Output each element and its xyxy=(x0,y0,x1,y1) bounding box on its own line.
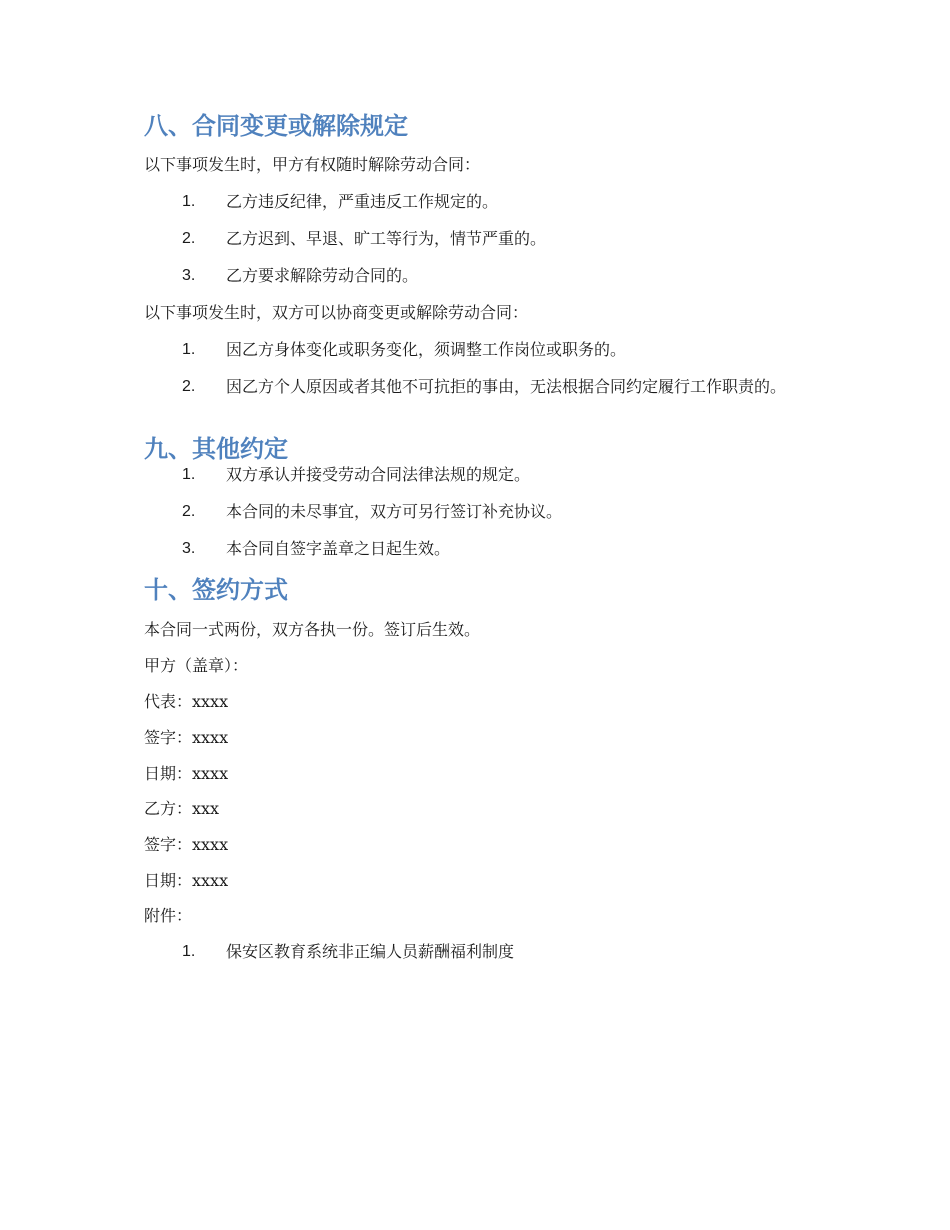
section-heading-9: 九、其他约定 xyxy=(144,435,288,463)
list-item xyxy=(144,265,844,287)
signature-line: 签字：xxxx xyxy=(144,728,229,747)
list-text: 乙方违反纪律，严重违反工作规定的。 xyxy=(226,192,499,211)
representative-line: 代表：xxxx xyxy=(144,692,229,711)
list-item xyxy=(144,538,844,560)
party-a-label: 甲方（盖章）： xyxy=(144,656,249,675)
list-text: 本合同的未尽事宜，双方可另行签订补充协议。 xyxy=(226,502,563,521)
section-heading-10: 十、签约方式 xyxy=(144,576,288,604)
list-item xyxy=(144,376,844,398)
list-item xyxy=(144,339,844,361)
attachment-label: 附件： xyxy=(144,906,193,925)
paragraph: 本合同一式两份，双方各执一份。签订后生效。 xyxy=(144,620,481,639)
list-number: 3. xyxy=(182,267,196,284)
paragraph: 以下事项发生时，甲方有权随时解除劳动合同： xyxy=(144,155,481,174)
list-text: 因乙方身体变化或职务变化，须调整工作岗位或职务的。 xyxy=(226,340,627,359)
list-item xyxy=(144,228,844,250)
list-text: 乙方迟到、早退、旷工等行为，情节严重的。 xyxy=(226,229,547,248)
date-line: 日期：xxxx xyxy=(144,871,229,890)
list-number: 2. xyxy=(182,503,196,520)
party-b-label: 乙方：xxx xyxy=(144,799,220,818)
date-line: 日期：xxxx xyxy=(144,764,229,783)
list-number: 1. xyxy=(182,943,196,960)
list-item xyxy=(144,464,844,486)
list-item xyxy=(144,501,844,523)
list-number: 3. xyxy=(182,540,196,557)
list-text: 双方承认并接受劳动合同法律法规的规定。 xyxy=(226,465,531,484)
list-text: 因乙方个人原因或者其他不可抗拒的事由，无法根据合同约定履行工作职责的。 xyxy=(226,377,787,396)
list-number: 1. xyxy=(182,193,196,210)
paragraph: 以下事项发生时，双方可以协商变更或解除劳动合同： xyxy=(144,303,529,322)
section-heading-8: 八、合同变更或解除规定 xyxy=(144,112,408,140)
list-text: 保安区教育系统非正编人员薪酬福利制度 xyxy=(226,942,515,961)
signature-line: 签字：xxxx xyxy=(144,835,229,854)
list-number: 1. xyxy=(182,466,196,483)
list-item xyxy=(144,191,844,213)
list-text: 乙方要求解除劳动合同的。 xyxy=(226,266,419,285)
list-text: 本合同自签字盖章之日起生效。 xyxy=(226,539,451,558)
list-number: 2. xyxy=(182,378,196,395)
list-number: 1. xyxy=(182,341,196,358)
attachment-item xyxy=(144,941,844,963)
list-number: 2. xyxy=(182,230,196,247)
